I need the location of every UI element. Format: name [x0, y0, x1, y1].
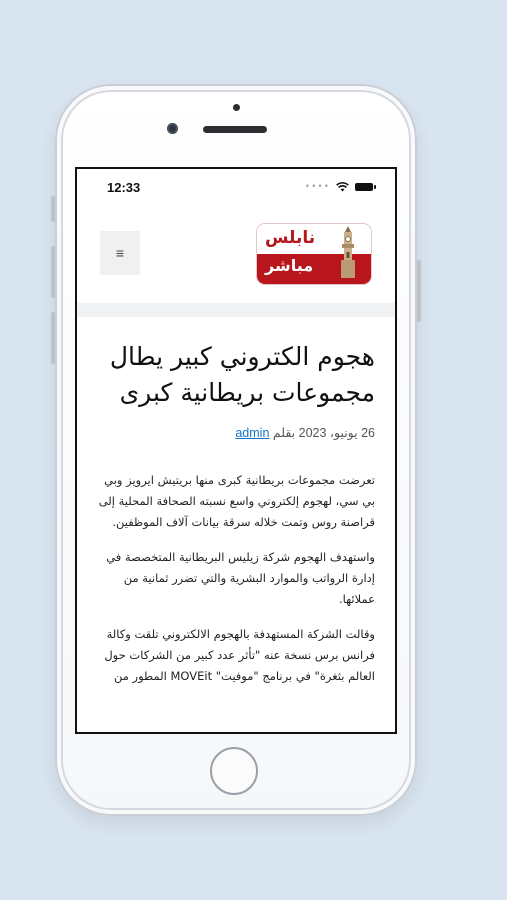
- phone-screen: [75, 167, 397, 734]
- site-logo[interactable]: [257, 224, 371, 284]
- by-label: بقلم: [272, 426, 296, 440]
- earpiece-speaker: [203, 126, 267, 133]
- author-link[interactable]: admin: [235, 426, 270, 440]
- proximity-sensor: [233, 104, 240, 111]
- article: [77, 339, 395, 687]
- front-camera-icon: [167, 123, 178, 134]
- logo-word-mubasher: مباشر: [265, 256, 314, 275]
- menu-button[interactable]: ≡: [100, 231, 140, 275]
- status-time: 12:33: [107, 180, 141, 195]
- logo-word-nablus: نابلس: [265, 228, 316, 248]
- clock-tower-icon: [333, 226, 363, 282]
- article-paragraph: وقالت الشركة المستهدفة بالهجوم الالكتروني تلقت وكالة فرانس برس نسخة عنه "تأثر عدد كبير من الشركات حول العالم بثغرة" في برنامج "موفيت" MOVEit المطور من: [104, 627, 375, 683]
- status-icons: [305, 182, 373, 192]
- home-button[interactable]: [210, 747, 258, 795]
- site-header: [77, 207, 395, 317]
- status-bar: [77, 169, 395, 207]
- wifi-icon: [336, 182, 349, 192]
- signal-dots-icon: ••••: [304, 182, 330, 192]
- power-button: [417, 260, 421, 322]
- article-date: 26 يونيو، 2023: [298, 426, 375, 440]
- battery-icon: [355, 183, 373, 191]
- article-title: هجوم الكتروني كبير يطال مجموعات بريطانية كبرى: [109, 342, 375, 407]
- article-paragraph: تعرضت مجموعات بريطانية كبرى منها بريتيش ايرويز وبي بي سي، لهجوم إلكتروني واسع نسبته الصحافة المحلية إلى قراصنة روس وتمت خلاله سرقة بيانات آلاف الموظفين.: [98, 473, 375, 529]
- article-meta: [97, 425, 375, 440]
- article-paragraph: واستهدف الهجوم شركة زيليس البريطانية المتخصصة في إدارة الرواتب والموارد البشرية والتي تضرر ثمانية من عملائها.: [106, 550, 375, 606]
